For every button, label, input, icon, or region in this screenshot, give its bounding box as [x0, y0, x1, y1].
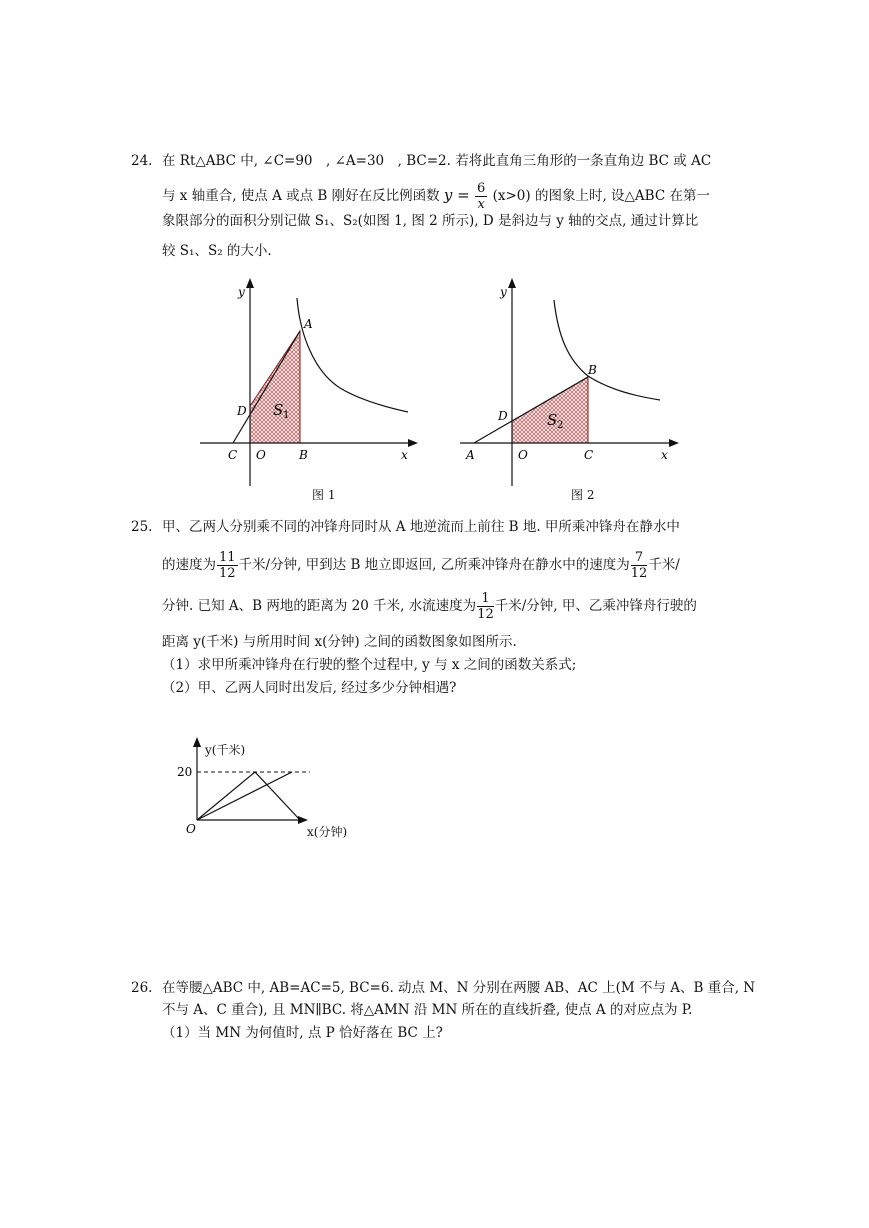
- q24-equation-numerator: 6: [477, 181, 486, 196]
- q25-fraction-2: [631, 550, 648, 581]
- q24-text-line2: [162, 181, 710, 212]
- q24-fig2-label-S: S: [547, 411, 558, 429]
- q24-fig1-label-O: O: [256, 448, 266, 462]
- q24-fig2-label-B: B: [588, 363, 597, 377]
- q25-fraction-1-num: 11: [219, 550, 236, 565]
- q24-text-line3: 象限部分的面积分别记做 S₁、S₂(如图 1, 图 2 所示), D 是斜边与 y 轴的交点, 通过计算比: [162, 213, 699, 229]
- q25-text-line1: 甲、乙两人分别乘不同的冲锋舟同时从 A 地逆流而上前往 B 地. 甲所乘冲锋舟在静水中: [162, 519, 680, 535]
- q25-subquestion-2: （2）甲、乙两人同时出发后, 经过多少分钟相遇?: [162, 680, 457, 696]
- q25-graph-x-label: x(分钟): [307, 825, 348, 839]
- q26-text-line1: 在等腰△ABC 中, AB=AC=5, BC=6. 动点 M、N 分别在两腰 AB、AC 上(M 不与 A、B 重合, N: [162, 980, 756, 996]
- q25-text-line2a: 的速度为: [162, 557, 216, 573]
- q24-fig2-caption: 图 2: [571, 488, 595, 502]
- q24-fig1-caption: 图 1: [312, 488, 336, 502]
- q26-text-line2: 不与 A、C 重合), 且 MN∥BC. 将△AMN 沿 MN 所在的直线折叠, 使点 A 的对应点为 P.: [162, 1002, 693, 1018]
- q24-fig2-label-D: D: [498, 409, 508, 423]
- q24-fig1-shaded-region: [250, 331, 300, 443]
- q24-fig1-y-label: y: [238, 285, 245, 299]
- q25-text-line3b: 千米/分钟, 甲、乙乘冲锋舟行驶的: [494, 598, 697, 614]
- q25-fraction-3-den: 12: [477, 607, 494, 622]
- q24-equation-y: y =: [443, 186, 470, 204]
- q25-graph-tick-20: 20: [177, 765, 193, 779]
- q25-number: 25.: [131, 519, 153, 535]
- q25-graph-origin: O: [186, 822, 196, 836]
- q24-fig2-label-S-sub: 2: [557, 420, 564, 431]
- q25-text-line3a: 分钟. 已知 A、B 两地的距离为 20 千米, 水流速度为: [162, 598, 477, 614]
- q24-fig1-y-arrow-icon: [246, 278, 254, 288]
- q24-fig1-hyperbola: [297, 298, 408, 412]
- q24-text-line1: 在 Rt△ABC 中, ∠C=90 , ∠A=30 , BC=2. 若将此直角三角形的一条直角边 BC 或 AC: [162, 153, 712, 169]
- q25-text-line4: 距离 y(千米) 与所用时间 x(分钟) 之间的函数图象如图所示.: [162, 634, 517, 650]
- q25-text-line2: [162, 548, 680, 582]
- q24-fig1-label-A: A: [304, 317, 313, 331]
- q25-text-line3: [162, 589, 697, 623]
- q24-number: 24.: [131, 153, 153, 169]
- q24-figure-2: [460, 276, 685, 491]
- q24-fig2-shaded-region: [512, 377, 588, 443]
- q24-fig2-label-A: A: [466, 448, 475, 462]
- q25-fraction-1: [217, 550, 238, 581]
- q25-text-line2c: 千米/: [648, 557, 680, 573]
- q24-fig1-label-S: S: [273, 401, 284, 419]
- q25-fraction-3: [477, 591, 494, 622]
- q24-figure-1: [200, 276, 425, 491]
- q25-fraction-2-den: 12: [630, 566, 648, 581]
- q24-fig1-label-B: B: [299, 448, 308, 462]
- q24-fig2-x-label: x: [661, 448, 668, 462]
- q24-equation-fraction: [475, 181, 487, 212]
- q25-fraction-2-num: 7: [631, 550, 648, 566]
- q24-text-line4: 较 S₁、S₂ 的大小.: [162, 243, 272, 259]
- q24-fig1-x-arrow-icon: [408, 439, 418, 447]
- q24-fig1-label-S-sub: 1: [283, 410, 290, 421]
- q24-equation-denominator: x: [477, 197, 485, 212]
- q24-fig1-label-C: C: [228, 448, 238, 462]
- q24-fig2-y-arrow-icon: [508, 278, 516, 288]
- q25-graph-y-label: y(千米): [205, 743, 246, 757]
- q24-fig2-hyperbola: [554, 300, 660, 400]
- q24-text-line2a: 与 x 轴重合, 使点 A 或点 B 刚好在反比例函数: [162, 188, 440, 204]
- q26-number: 26.: [131, 980, 153, 996]
- q25-fraction-3-num: 1: [477, 591, 494, 607]
- q24-fig2-y-label: y: [500, 285, 507, 299]
- q25-text-line2b: 千米/分钟, 甲到达 B 地立即返回, 乙所乘冲锋舟在静水中的速度为: [238, 557, 630, 573]
- q24-fig2-label-O: O: [518, 448, 528, 462]
- q25-graph-y-arrow-icon: [193, 737, 201, 747]
- q24-fig1-x-label: x: [401, 448, 408, 462]
- q26-subquestion-1: （1）当 MN 为何值时, 点 P 恰好落在 BC 上?: [162, 1025, 443, 1041]
- q24-text-line2b: (x>0) 的图象上时, 设△ABC 在第一: [492, 188, 710, 204]
- q25-subquestion-1: （1）求甲所乘冲锋舟在行驶的整个过程中, y 与 x 之间的函数关系式;: [162, 657, 577, 673]
- q25-fraction-1-den: 12: [219, 566, 236, 581]
- q24-fig1-label-D: D: [237, 404, 247, 418]
- q24-fig2-x-arrow-icon: [669, 439, 679, 447]
- q24-fig2-label-C: C: [584, 448, 594, 462]
